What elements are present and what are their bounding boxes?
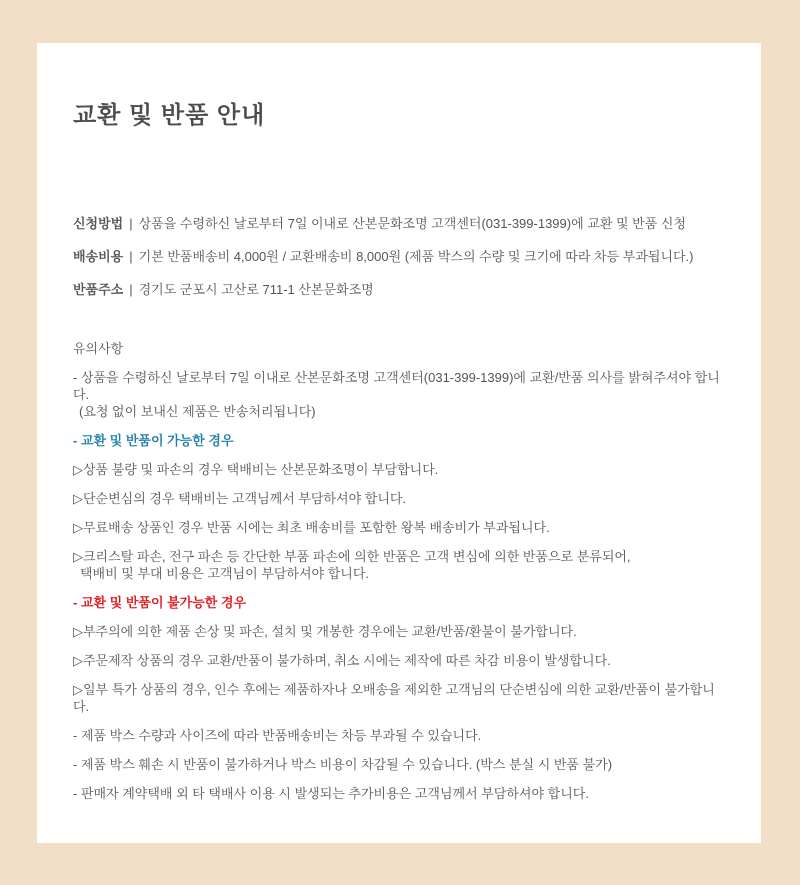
shipping-fee-label: 배송비용 xyxy=(73,249,124,264)
return-address-label: 반품주소 xyxy=(73,282,124,297)
shipping-fee-text: 기본 반품배송비 4,000원 / 교환배송비 8,000원 (제품 박스의 수량 및 크기에 따라 차등 부과됩니다.) xyxy=(138,249,694,264)
notice-intro-line1: - 상품을 수령하신 날로부터 7일 이내로 산본문화조명 고객센터(031-399-1399)에 교환/반품 의사를 밝혀주셔야 합니다. xyxy=(73,370,720,402)
possible-item-line2: 택배비 및 부대 비용은 고객님이 부담하셔야 합니다. xyxy=(80,566,370,581)
impossible-item: ▷부주의에 의한 제품 손상 및 파손, 설치 및 개봉한 경우에는 교환/반품/환불이 불가합니다. xyxy=(73,624,577,639)
notice-heading: 유의사항 xyxy=(73,341,124,356)
return-address-row xyxy=(73,281,725,298)
separator: | xyxy=(129,282,133,297)
possible-item: ▷무료배송 상품인 경우 반품 시에는 최초 배송비를 포함한 왕복 배송비가 부과됩니다. xyxy=(73,520,550,535)
request-method-label: 신청방법 xyxy=(73,216,124,231)
possible-item-line1: ▷크리스탈 파손, 전구 파손 등 간단한 부품 파손에 의한 반품은 고객 변심에 의한 반품으로 분류되어, xyxy=(73,549,631,564)
return-address-text: 경기도 군포시 고산로 711-1 산본문화조명 xyxy=(138,282,374,297)
separator: | xyxy=(129,216,133,231)
page-title: 교환 및 반품 안내 xyxy=(73,102,266,129)
request-method-row xyxy=(73,215,725,232)
policy-card xyxy=(37,43,761,843)
footer-note: - 제품 박스 훼손 시 반품이 불가하거나 박스 비용이 차감될 수 있습니다. (박스 분실 시 반품 불가) xyxy=(73,757,613,772)
exchange-possible-heading: - 교환 및 반품이 가능한 경우 xyxy=(73,433,234,448)
shipping-fee-row xyxy=(73,248,725,265)
notice-intro xyxy=(73,369,725,420)
possible-item: ▷상품 불량 및 파손의 경우 택배비는 산본문화조명이 부담합니다. xyxy=(73,462,439,477)
exchange-impossible-heading: - 교환 및 반품이 불가능한 경우 xyxy=(73,595,247,610)
separator: | xyxy=(129,249,133,264)
impossible-item: ▷일부 특가 상품의 경우, 인수 후에는 제품하자나 오배송을 제외한 고객님의 단순변심에 의한 교환/반품이 불가합니다. xyxy=(73,682,715,714)
footer-note: - 제품 박스 수량과 사이즈에 따라 반품배송비는 차등 부과될 수 있습니다. xyxy=(73,728,482,743)
impossible-item: ▷주문제작 상품의 경우 교환/반품이 불가하며, 취소 시에는 제작에 따른 차감 비용이 발생합니다. xyxy=(73,653,611,668)
possible-item xyxy=(73,548,725,582)
notice-intro-line2: (요청 없이 보내신 제품은 반송처리됩니다) xyxy=(79,404,316,419)
notice-section xyxy=(73,340,725,802)
request-method-text: 상품을 수령하신 날로부터 7일 이내로 산본문화조명 고객센터(031-399-1399)에 교환 및 반품 신청 xyxy=(138,216,687,231)
footer-note: - 판매자 계약택배 외 타 택배사 이용 시 발생되는 추가비용은 고객님께서 부담하셔야 합니다. xyxy=(73,786,589,801)
possible-item: ▷단순변심의 경우 택배비는 고객님께서 부담하셔야 합니다. xyxy=(73,491,407,506)
request-info-section xyxy=(73,215,725,298)
